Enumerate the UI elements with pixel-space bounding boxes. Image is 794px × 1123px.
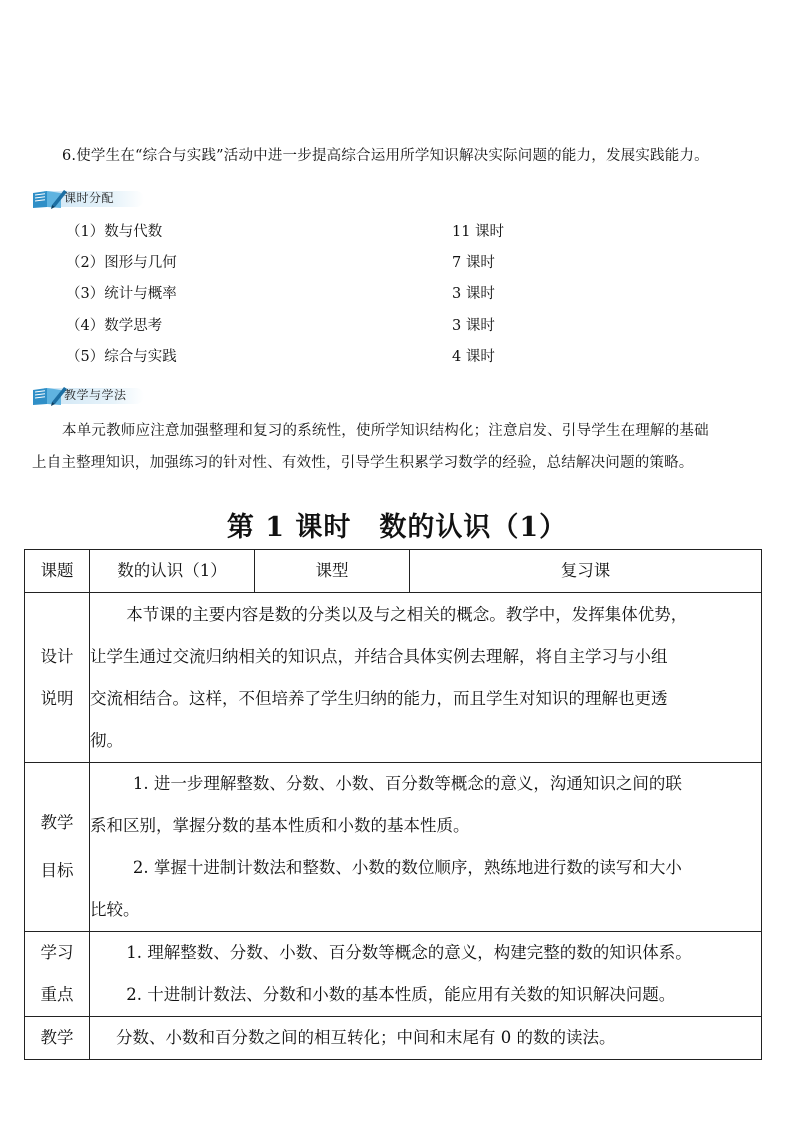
difficulty-text: 分数、小数和百分数之间的相互转化；中间和末尾有 0 的数的读法。 [90, 1017, 762, 1060]
list-item: （5）综合与实践 [66, 349, 177, 365]
type-value: 复习课 [410, 550, 762, 593]
method-heading-label: 教学与学法 [64, 388, 127, 402]
lesson-title: 第 1 课时 数的认识（1） [226, 512, 568, 543]
design-line: 彻。 [90, 730, 123, 750]
method-line-2: 上自主整理知识，加强练习的针对性、有效性，引导学生积累学习数学的经验，总结解决问题的策略。 [32, 455, 694, 471]
table-row [25, 593, 762, 763]
goal-label [25, 763, 90, 932]
table-row [25, 1017, 762, 1060]
goal-line: 比较。 [90, 900, 140, 919]
key-label-line-2: 重点 [40, 985, 74, 1004]
list-item: （2）图形与几何 [66, 255, 177, 271]
list-item-hours: 7 课时 [452, 255, 495, 271]
design-line: 本节课的主要内容是数的分类以及与之相关的概念。教学中，发挥集体优势， [126, 604, 688, 624]
key-text [90, 932, 762, 1017]
design-label-line-1: 设计 [40, 646, 74, 666]
topic-label: 课题 [25, 550, 90, 593]
list-item-hours: 3 课时 [452, 286, 495, 302]
method-line-1: 本单元教师应注意加强整理和复习的系统性，使所学知识结构化；注意启发、引导学生在理解的基础 [62, 423, 709, 439]
design-label-line-2: 说明 [40, 688, 74, 708]
list-item: （1）数与代数 [66, 224, 163, 240]
design-text [90, 593, 762, 763]
list-item-hours: 3 课时 [452, 318, 495, 334]
table-row [25, 550, 762, 593]
list-item: （4）数学思考 [66, 318, 163, 334]
topic-value: 数的认识（1） [90, 550, 255, 593]
goal-line: 2. 掌握十进制计数法和整数、小数的数位顺序，熟练地进行数的读写和大小 [132, 858, 682, 877]
allocation-heading-label: 课时分配 [64, 191, 115, 205]
type-label: 课型 [255, 550, 410, 593]
key-label [25, 932, 90, 1017]
design-label [25, 593, 90, 763]
list-item: （3）统计与概率 [66, 286, 177, 302]
method-heading [30, 381, 148, 409]
table-row [25, 763, 762, 932]
goal-line: 系和区别，掌握分数的基本性质和小数的基本性质。 [90, 816, 470, 835]
key-line: 2. 十进制计数法、分数和小数的基本性质，能应用有关数的知识解决问题。 [126, 985, 676, 1004]
list-item-hours: 11 课时 [452, 224, 505, 240]
goal-line: 1. 进一步理解整数、分数、小数、百分数等概念的意义，沟通知识之间的联 [132, 774, 682, 793]
design-line: 交流相结合。这样，不但培养了学生归纳的能力，而且学生对知识的理解也更透 [90, 688, 668, 708]
table-row [25, 932, 762, 1017]
list-item-hours: 4 课时 [452, 349, 495, 365]
allocation-heading [30, 184, 148, 212]
lesson-plan-table [24, 549, 762, 1060]
design-line: 让学生通过交流归纳相关的知识点，并结合具体实例去理解，将自主学习与小组 [90, 646, 668, 666]
goal-label-line-1: 教学 [40, 813, 74, 832]
objective-6: 6.使学生在“综合与实践”活动中进一步提高综合运用所学知识解决实际问题的能力，发展实践能力。 [62, 148, 709, 164]
key-label-line-1: 学习 [40, 943, 74, 962]
goal-label-line-2: 目标 [40, 861, 74, 880]
key-line: 1. 理解整数、分数、小数、百分数等概念的意义，构建完整的数的知识体系。 [126, 943, 692, 962]
goal-text [90, 763, 762, 932]
difficulty-label: 教学 [25, 1017, 90, 1060]
